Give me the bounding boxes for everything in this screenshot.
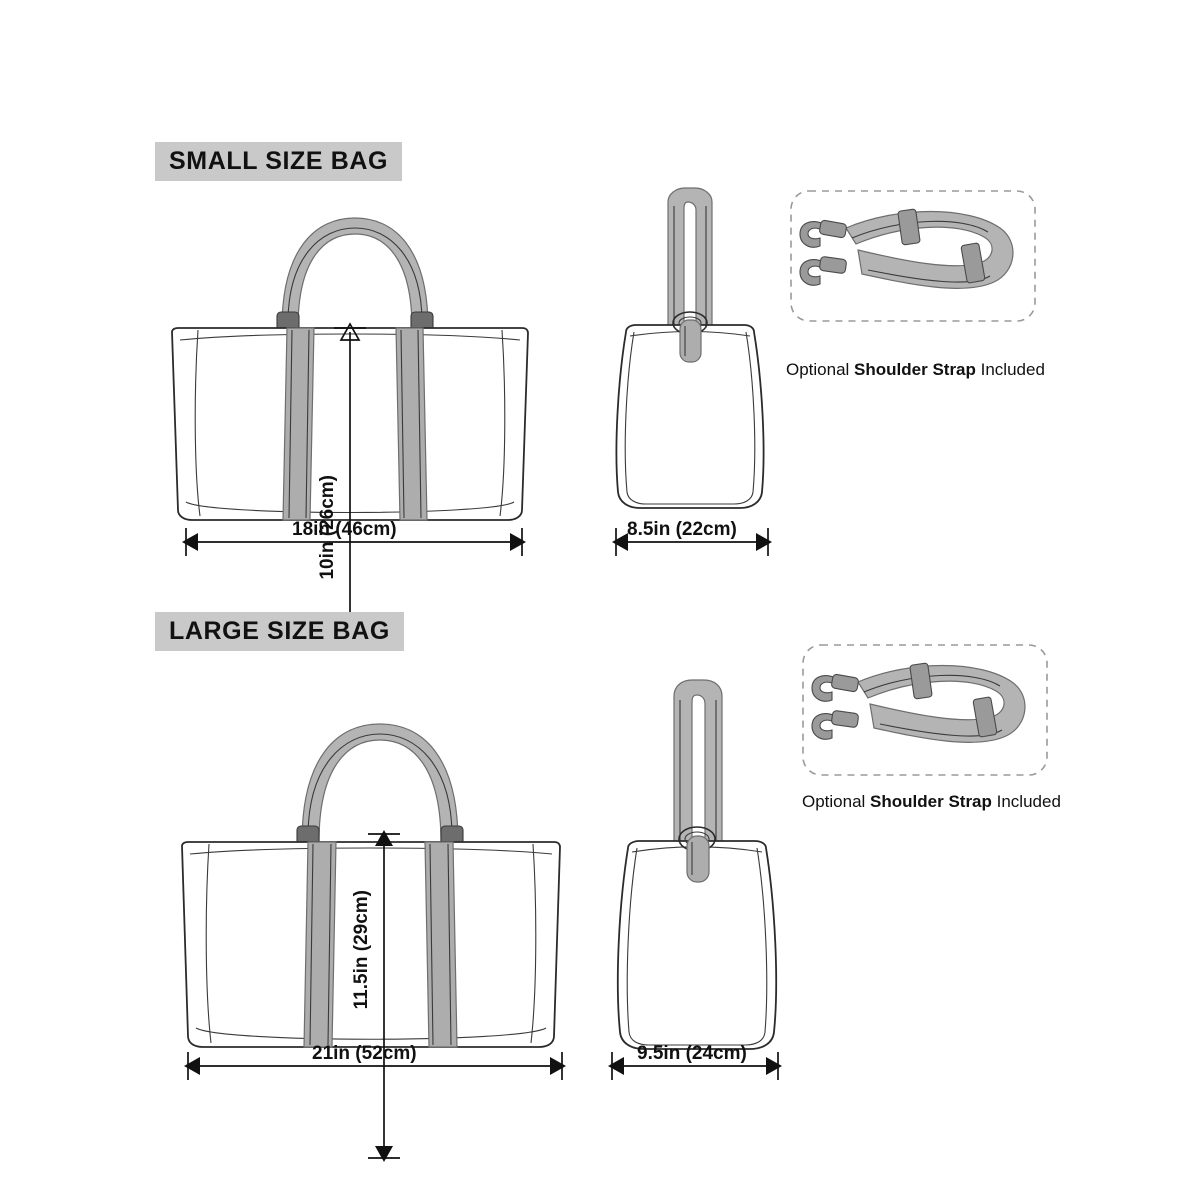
- small-bag-side-view-illustration: [590, 180, 790, 540]
- large-bag-side-view-illustration: [592, 670, 802, 1070]
- small-strap-note: [786, 360, 1045, 380]
- section-large-size-bag: [0, 600, 1200, 1100]
- large-front-width-label: 21in (52cm): [312, 1043, 417, 1064]
- section-small-size-bag: [0, 120, 1200, 580]
- small-side-width-label: 8.5in (22cm): [627, 519, 737, 540]
- large-shoulder-strap-illustration: [800, 642, 1050, 792]
- large-strap-note-bold: Shoulder Strap: [870, 792, 992, 811]
- section-title-small: SMALL SIZE BAG: [155, 142, 402, 181]
- small-strap-note-bold: Shoulder Strap: [854, 360, 976, 379]
- large-side-width-label: 9.5in (24cm): [637, 1043, 747, 1064]
- large-strap-note-suffix: Included: [991, 792, 1061, 811]
- small-shoulder-strap-illustration: [788, 188, 1038, 338]
- large-front-height-label: 11.5in (29cm): [351, 890, 372, 1010]
- small-strap-note-suffix: Included: [975, 360, 1045, 379]
- small-front-height-label: 10in (26cm): [317, 475, 338, 580]
- large-strap-note-prefix: Optional: [802, 792, 871, 811]
- small-front-width-label: 18in (46cm): [292, 519, 397, 540]
- small-strap-note-prefix: Optional: [786, 360, 855, 379]
- section-title-large: LARGE SIZE BAG: [155, 612, 404, 651]
- large-strap-note: [802, 792, 1061, 812]
